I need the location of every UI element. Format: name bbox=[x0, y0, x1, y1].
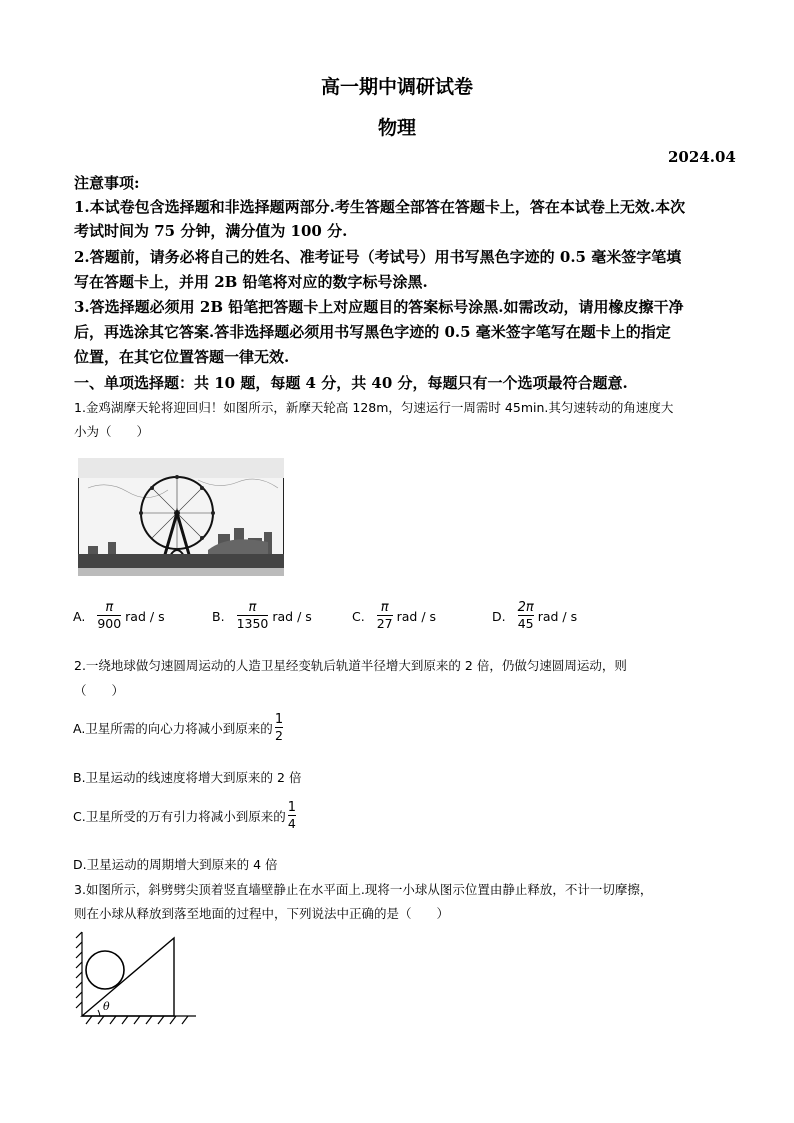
q1-option-b-denominator: 1350 bbox=[236, 616, 269, 631]
q1-stem-line-1: 1.金鸡湖摩天轮将迎回归！如图所示，新摩天轮高 128m，匀速运行一周需时 45min.其匀速转动的角速度大 bbox=[74, 400, 674, 415]
q2-option-a-fraction bbox=[275, 712, 283, 744]
notes-item-3-line-3: 位置，在其它位置答题一律无效. bbox=[74, 348, 290, 366]
q1-option-d-numerator: 2π bbox=[517, 600, 534, 615]
q1-option-c-denominator: 27 bbox=[376, 616, 393, 631]
q1-option-d-fraction bbox=[518, 600, 534, 632]
notes-item-3-line-2: 后，再选涂其它答案.答非选择题必须用书写黑色字迹的 0.5 毫米签字笔写在题卡上的指定 bbox=[74, 323, 671, 341]
q2-option-d[interactable]: D.卫星运动的周期增大到原来的 4 倍 bbox=[73, 857, 278, 872]
q1-option-c-fraction bbox=[377, 600, 393, 632]
q2-option-b[interactable]: B.卫星运动的线速度将增大到原来的 2 倍 bbox=[73, 770, 302, 785]
q1-option-a-denominator: 900 bbox=[97, 616, 122, 631]
wedge-ball-diagram bbox=[74, 928, 200, 1026]
q2-option-c-numerator: 1 bbox=[287, 800, 296, 815]
q1-stem-line-2: 小为（ ） bbox=[74, 424, 150, 439]
q1-option-d[interactable] bbox=[492, 600, 577, 632]
notes-heading: 注意事项: bbox=[74, 174, 140, 192]
q1-option-b-unit: rad / s bbox=[272, 608, 312, 624]
q2-stem-line-2: （ ） bbox=[74, 683, 125, 698]
q1-option-d-label: D. bbox=[492, 608, 506, 624]
q2-option-a-denominator: 2 bbox=[274, 728, 283, 743]
q1-option-a-unit: rad / s bbox=[125, 608, 165, 624]
q2-option-c-denominator: 4 bbox=[287, 816, 296, 831]
exam-title: 高一期中调研试卷 bbox=[320, 76, 473, 98]
q1-option-b[interactable] bbox=[212, 600, 312, 632]
q1-option-c[interactable] bbox=[352, 600, 436, 632]
notes-item-1-line-1: 1.本试卷包含选择题和非选择题两部分.考生答题全部答在答题卡上，答在本试卷上无效.本次 bbox=[74, 198, 686, 216]
section-1-heading: 一、单项选择题：共 10 题，每题 4 分，共 40 分，每题只有一个选项最符合题意. bbox=[74, 374, 628, 392]
q1-option-a-label: A. bbox=[73, 608, 86, 624]
q1-option-b-numerator: π bbox=[248, 600, 257, 615]
subject-title: 物理 bbox=[377, 117, 416, 139]
q1-option-a[interactable] bbox=[73, 600, 165, 632]
q1-option-c-numerator: π bbox=[380, 600, 389, 615]
notes-item-2-line-1: 2.答题前，请务必将自己的姓名、准考证号（考试号）用书写黑色字迹的 0.5 毫米签字笔填 bbox=[74, 248, 682, 266]
q3-stem-line-2: 则在小球从释放到落至地面的过程中，下列说法中正确的是（ ） bbox=[74, 906, 450, 921]
q1-option-a-numerator: π bbox=[105, 600, 114, 615]
notes-item-2-line-2: 写在答题卡上，并用 2B 铅笔将对应的数字标号涂黑. bbox=[74, 273, 428, 291]
q1-option-b-label: B. bbox=[212, 608, 225, 624]
q2-option-c[interactable] bbox=[73, 800, 298, 832]
angle-theta-label: θ bbox=[103, 1000, 110, 1013]
notes-item-1-line-2: 考试时间为 75 分钟，满分值为 100 分. bbox=[74, 222, 348, 240]
notes-item-3-line-1: 3.答选择题必须用 2B 铅笔把答题卡上对应题目的答案标号涂黑.如需改动，请用橡皮擦干净 bbox=[74, 298, 684, 316]
q1-option-d-unit: rad / s bbox=[537, 608, 578, 624]
q2-option-a[interactable] bbox=[73, 712, 285, 744]
q3-stem-line-1: 3.如图所示，斜劈劈尖顶着竖直墙壁静止在水平面上.现将一小球从图示位置由静止释放，不计一切摩擦， bbox=[74, 882, 653, 897]
exam-date: 2024.04 bbox=[668, 148, 736, 166]
q2-option-a-text: A.卫星所需的向心力将减小到原来的 bbox=[73, 721, 273, 736]
q2-option-c-fraction bbox=[288, 800, 296, 832]
q2-option-c-text: C.卫星所受的万有引力将减小到原来的 bbox=[73, 809, 286, 824]
q1-option-c-label: C. bbox=[352, 608, 365, 624]
q2-option-a-numerator: 1 bbox=[274, 712, 284, 727]
ferris-wheel-photo bbox=[78, 458, 284, 576]
q2-stem-line-1: 2.一绕地球做匀速圆周运动的人造卫星经变轨后轨道半径增大到原来的 2 倍，仍做匀速圆周运动，则 bbox=[74, 658, 627, 673]
q1-option-c-unit: rad / s bbox=[396, 608, 437, 624]
q1-option-d-denominator: 45 bbox=[517, 616, 534, 631]
q1-option-b-fraction bbox=[237, 600, 269, 632]
q1-option-a-fraction bbox=[97, 600, 121, 632]
